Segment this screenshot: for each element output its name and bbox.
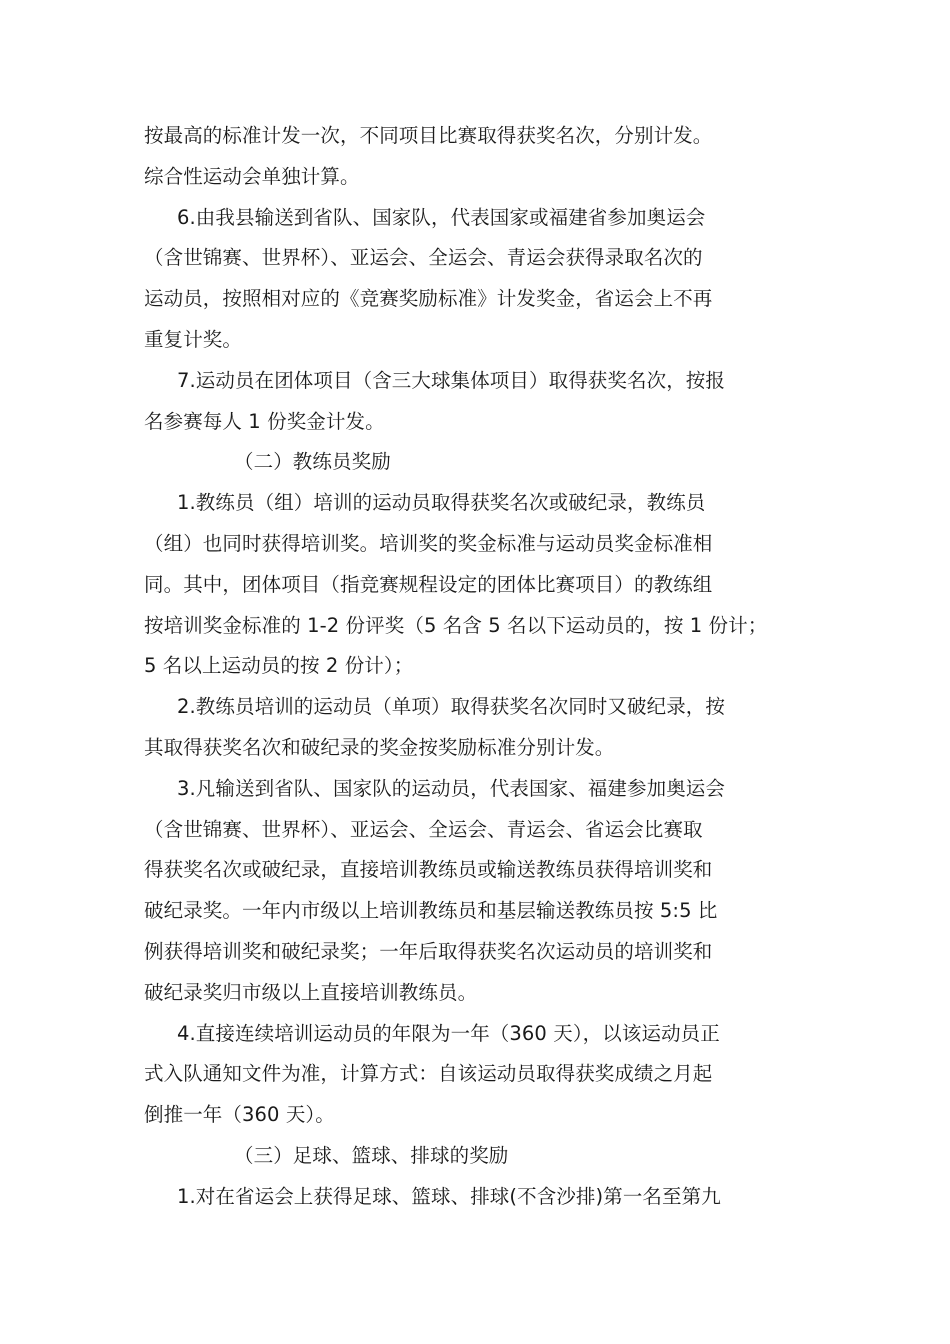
body-text (144, 116, 830, 1218)
text-line: 破纪录奖归市级以上直接培训教练员。 (144, 980, 478, 1004)
text-line: 2.教练员培训的运动员（单项）取得获奖名次同时又破纪录，按 (177, 695, 726, 719)
text-line: 运动员，按照相对应的《竞赛奖励标准》计发奖金，省运会上不再 (144, 287, 713, 311)
section-heading: （三）足球、篮球、排球的奖励 (234, 1143, 509, 1167)
text-line: 其取得获奖名次和破纪录的奖金按奖励标准分别计发。 (144, 735, 615, 759)
text-line: 同。其中，团体项目（指竞赛规程设定的团体比赛项目）的教练组 (144, 572, 713, 596)
text-line: （含世锦赛、世界杯）、亚运会、全运会、青运会获得录取名次的 (144, 246, 703, 270)
text-line: （组）也同时获得培训奖。培训奖的奖金标准与运动员奖金标准相 (144, 531, 713, 555)
text-line: 按培训奖金标准的 1-2 份评奖（5 名含 5 名以下运动员的，按 1 份计； (144, 613, 768, 637)
text-line: 按最高的标准计发一次，不同项目比赛取得获奖名次，分别计发。 (144, 124, 713, 147)
text-line: 6.由我县输送到省队、国家队，代表国家或福建省参加奥运会 (177, 205, 706, 229)
text-line: 5 名以上运动员的按 2 份计）； (144, 654, 414, 678)
text-line: 倒推一年（360 天）。 (144, 1103, 335, 1127)
text-line: 式入队通知文件为准，计算方式：自该运动员取得获奖成绩之月起 (144, 1062, 713, 1086)
text-line: （含世锦赛、世界杯）、亚运会、全运会、青运会、省运会比赛取 (144, 817, 703, 841)
text-line: 1.对在省运会上获得足球、篮球、排球(不含沙排)第一名至第九 (177, 1184, 721, 1208)
text-line: 名参赛每人 1 份奖金计发。 (144, 409, 385, 433)
text-line: 4.直接连续培训运动员的年限为一年（360 天），以该运动员正 (177, 1021, 720, 1045)
text-line: 综合性运动会单独计算。 (144, 164, 360, 188)
text-line: 1.教练员（组）培训的运动员取得获奖名次或破纪录，教练员 (177, 491, 706, 515)
text-line: 得获奖名次或破纪录，直接培训教练员或输送教练员获得培训奖和 (144, 858, 713, 882)
section-heading: （二）教练员奖励 (234, 450, 391, 474)
text-line: 例获得培训奖和破纪录奖；一年后取得获奖名次运动员的培训奖和 (144, 939, 713, 963)
text-line: 破纪录奖。一年内市级以上培训教练员和基层输送教练员按 5:5 比 (144, 899, 718, 923)
text-line: 7.运动员在团体项目（含三大球集体项目）取得获奖名次，按报 (177, 368, 726, 392)
text-line: 3.凡输送到省队、国家队的运动员，代表国家、福建参加奥运会 (177, 776, 726, 800)
text-line: 重复计奖。 (144, 327, 243, 351)
